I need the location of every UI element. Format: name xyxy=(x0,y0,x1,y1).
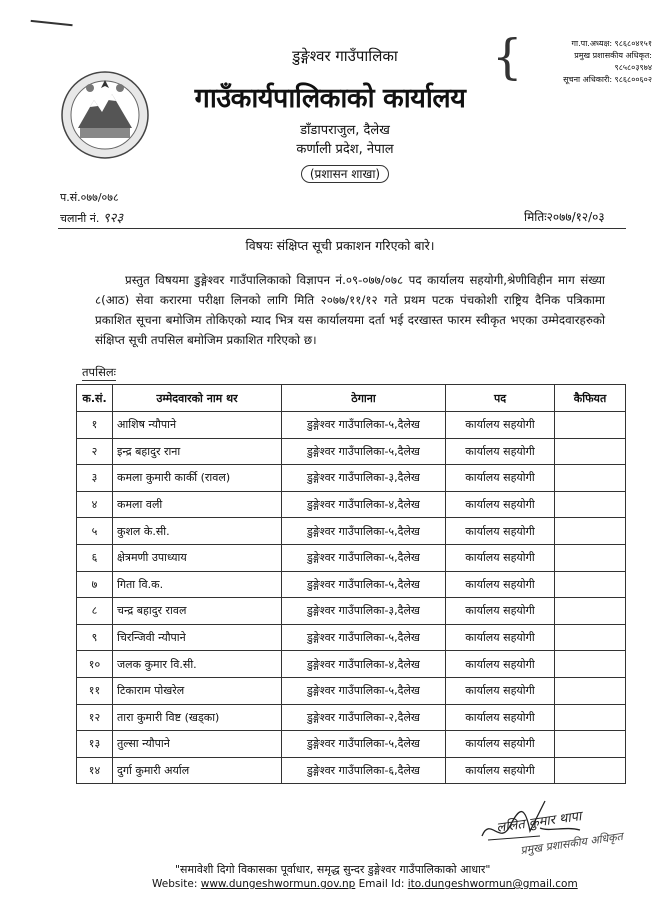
header-divider xyxy=(58,228,626,229)
cell-candidate-name: चन्द्र बहादुर रावल xyxy=(113,598,282,625)
table-row xyxy=(77,438,626,465)
cell-address: डुङ्गेश्वर गाउँपालिका-५,दैलेख xyxy=(282,438,446,465)
cell-address: डुङ्गेश्वर गाउँपालिका-४,दैलेख xyxy=(282,651,446,678)
contact-line2: प्रमुख प्रशासकीय अधिकृत: xyxy=(574,51,652,60)
cell-address: डुङ्गेश्वर गाउँपालिका-५,दैलेख xyxy=(282,518,446,545)
cell-remarks xyxy=(555,412,626,439)
corner-pen-mark xyxy=(29,20,72,38)
table-header-row xyxy=(77,385,626,412)
contact-line3: ९८५८०३९७४ xyxy=(614,63,652,72)
table-row xyxy=(77,677,626,704)
office-name: डुङ्गेश्वर गाउँपालिका xyxy=(292,47,398,65)
reference-number: प.सं.०७७/०७८ xyxy=(60,191,119,204)
col-header-address: ठेगाना xyxy=(282,385,446,412)
cell-candidate-name: कुशल के.सी. xyxy=(113,518,282,545)
signer-title: प्रमुख प्रशासकीय अधिकृत xyxy=(519,829,624,858)
cell-post: कार्यालय सहयोगी xyxy=(446,757,555,784)
website-label: Website: xyxy=(152,878,198,890)
table-row xyxy=(77,704,626,731)
details-label: तपसिलः xyxy=(82,365,116,379)
cell-remarks xyxy=(555,651,626,678)
cell-candidate-name: जलक कुमार वि.सी. xyxy=(113,651,282,678)
cell-serial: ७ xyxy=(77,571,113,598)
dispatch-number xyxy=(60,208,123,226)
cell-serial: ६ xyxy=(77,544,113,571)
cell-post: कार्यालय सहयोगी xyxy=(446,438,555,465)
cell-serial: ४ xyxy=(77,491,113,518)
cell-address: डुङ्गेश्वर गाउँपालिका-४,दैलेख xyxy=(282,491,446,518)
table-row xyxy=(77,757,626,784)
cell-candidate-name: चिरन्जिवी न्यौपाने xyxy=(113,624,282,651)
cell-candidate-name: गिता वि.क. xyxy=(113,571,282,598)
cell-remarks xyxy=(555,491,626,518)
cell-address: डुङ्गेश्वर गाउँपालिका-५,दैलेख xyxy=(282,412,446,439)
cell-post: कार्यालय सहयोगी xyxy=(446,412,555,439)
col-header-sn: क.सं. xyxy=(77,385,113,412)
cell-address: डुङ्गेश्वर गाउँपालिका-५,दैलेख xyxy=(282,571,446,598)
cell-address: डुङ्गेश्वर गाउँपालिका-५,दैलेख xyxy=(282,624,446,651)
signer-name: ललित कुमार थापा xyxy=(495,809,583,836)
cell-candidate-name: दुर्गा कुमारी अर्याल xyxy=(113,757,282,784)
table-row xyxy=(77,571,626,598)
cell-remarks xyxy=(555,757,626,784)
cell-serial: १४ xyxy=(77,757,113,784)
section-text: (प्रशासन शाखा) xyxy=(301,165,389,183)
cell-post: कार्यालय सहयोगी xyxy=(446,491,555,518)
brace-icon: { xyxy=(492,29,523,85)
cell-post: कार्यालय सहयोगी xyxy=(446,731,555,758)
cell-serial: ११ xyxy=(77,677,113,704)
cell-remarks xyxy=(555,598,626,625)
cell-candidate-name: टिकाराम पोखरेल xyxy=(113,677,282,704)
email-label: Email Id: xyxy=(358,878,405,890)
candidate-table xyxy=(76,384,626,784)
col-header-post: पद xyxy=(446,385,555,412)
table-body xyxy=(77,412,626,784)
dispatch-value: ९२३ xyxy=(102,211,124,226)
cell-candidate-name: कमला वली xyxy=(113,491,282,518)
cell-post: कार्यालय सहयोगी xyxy=(446,624,555,651)
cell-address: डुङ्गेश्वर गाउँपालिका-६,दैलेख xyxy=(282,757,446,784)
footer-contact-line xyxy=(152,878,622,890)
cell-post: कार्यालय सहयोगी xyxy=(446,544,555,571)
cell-address: डुङ्गेश्वर गाउँपालिका-३,दैलेख xyxy=(282,465,446,492)
cell-post: कार्यालय सहयोगी xyxy=(446,651,555,678)
cell-candidate-name: इन्द्र बहादुर राना xyxy=(113,438,282,465)
subject-line: विषयः संक्षिप्त सूची प्रकाशन गरिएको बारे। xyxy=(245,238,435,253)
cell-address: डुङ्गेश्वर गाउँपालिका-५,दैलेख xyxy=(282,677,446,704)
cell-address: डुङ्गेश्वर गाउँपालिका-३,दैलेख xyxy=(282,598,446,625)
table-row xyxy=(77,731,626,758)
cell-serial: ३ xyxy=(77,465,113,492)
table-row xyxy=(77,465,626,492)
cell-serial: ५ xyxy=(77,518,113,545)
cell-post: कार्यालय सहयोगी xyxy=(446,518,555,545)
cell-serial: १३ xyxy=(77,731,113,758)
cell-candidate-name: क्षेत्रमणी उपाध्याय xyxy=(113,544,282,571)
col-header-name: उम्मेदवारको नाम थर xyxy=(113,385,282,412)
cell-candidate-name: तुल्सा न्यौपाने xyxy=(113,731,282,758)
cell-remarks xyxy=(555,544,626,571)
cell-serial: ८ xyxy=(77,598,113,625)
cell-remarks xyxy=(555,518,626,545)
email-link[interactable]: ito.dungeshwormun@gmail.com xyxy=(407,878,578,890)
contact-line1: गा.पा.अध्यक्ष: ९८६८०४१५१ xyxy=(571,39,652,48)
cell-post: कार्यालय सहयोगी xyxy=(446,598,555,625)
cell-remarks xyxy=(555,731,626,758)
contact-block xyxy=(512,38,652,86)
nepal-emblem-seal xyxy=(60,70,150,160)
location-line2: कर्णाली प्रदेश, नेपाल xyxy=(296,142,394,157)
cell-serial: १० xyxy=(77,651,113,678)
table-row xyxy=(77,598,626,625)
cell-serial: ९ xyxy=(77,624,113,651)
contact-line4: सूचना अधिकारी: ९८६८००६०२ xyxy=(563,75,652,84)
table-row xyxy=(77,651,626,678)
table-row xyxy=(77,491,626,518)
cell-address: डुङ्गेश्वर गाउँपालिका-५,दैलेख xyxy=(282,544,446,571)
dispatch-label: चलानी नं. xyxy=(60,212,100,225)
document-date: मितिः२०७७/१२/०३ xyxy=(524,210,605,224)
cell-remarks xyxy=(555,624,626,651)
cell-candidate-name: कमला कुमारी कार्की (रावल) xyxy=(113,465,282,492)
website-link[interactable]: www.dungeshwormun.gov.np xyxy=(200,878,356,890)
cell-post: कार्यालय सहयोगी xyxy=(446,704,555,731)
cell-remarks xyxy=(555,465,626,492)
cell-remarks xyxy=(555,677,626,704)
cell-remarks xyxy=(555,571,626,598)
cell-serial: २ xyxy=(77,438,113,465)
cell-remarks xyxy=(555,438,626,465)
cell-post: कार्यालय सहयोगी xyxy=(446,465,555,492)
col-header-remarks: कैफियत xyxy=(555,385,626,412)
cell-post: कार्यालय सहयोगी xyxy=(446,571,555,598)
notice-body: प्रस्तुत विषयमा डुङ्गेश्वर गाउँपालिकाको विज्ञापन नं.०९-०७७/०७८ पद कार्यालय सहयोगी,श्रेणीविहीन माग संख्या ८(आठ) सेवा करारमा परीक्षा लिनको लागि मिति २०७७/११/१२ गते प्रथम पटक पंचकोशी राष्ट्रिय दैनिक पत्रिकामा प्रकाशित सूचना बमोजिम तोकिएको म्याद भित्र यस कार्यालयमा दर्ता भई दरखास्त फारम स्वीकृत भएका उम्मेदवारहरुको संक्षिप्त सूची तपसिल बमोजिम प्रकाशित गरिएको छ। xyxy=(95,273,605,347)
cell-candidate-name: आशिष न्यौपाने xyxy=(113,412,282,439)
table-row xyxy=(77,624,626,651)
table-row xyxy=(77,544,626,571)
office-title: गाउँकार्यपालिकाको कार्यालय xyxy=(194,83,466,114)
cell-serial: १२ xyxy=(77,704,113,731)
cell-serial: १ xyxy=(77,412,113,439)
table-row xyxy=(77,518,626,545)
footer-motto: "समावेशी दिगो विकासका पूर्वाधार, समृद्ध सुन्दर डुङ्गेश्वर गाउँपालिकाको आधार" xyxy=(175,863,491,876)
cell-post: कार्यालय सहयोगी xyxy=(446,677,555,704)
cell-address: डुङ्गेश्वर गाउँपालिका-२,दैलेख xyxy=(282,704,446,731)
cell-remarks xyxy=(555,704,626,731)
cell-address: डुङ्गेश्वर गाउँपालिका-५,दैलेख xyxy=(282,731,446,758)
cell-candidate-name: तारा कुमारी विष्ट (खड्का) xyxy=(113,704,282,731)
section-label xyxy=(200,165,490,182)
location-line1: डाँडापराजुल, दैलेख xyxy=(300,123,390,138)
table-row xyxy=(77,412,626,439)
